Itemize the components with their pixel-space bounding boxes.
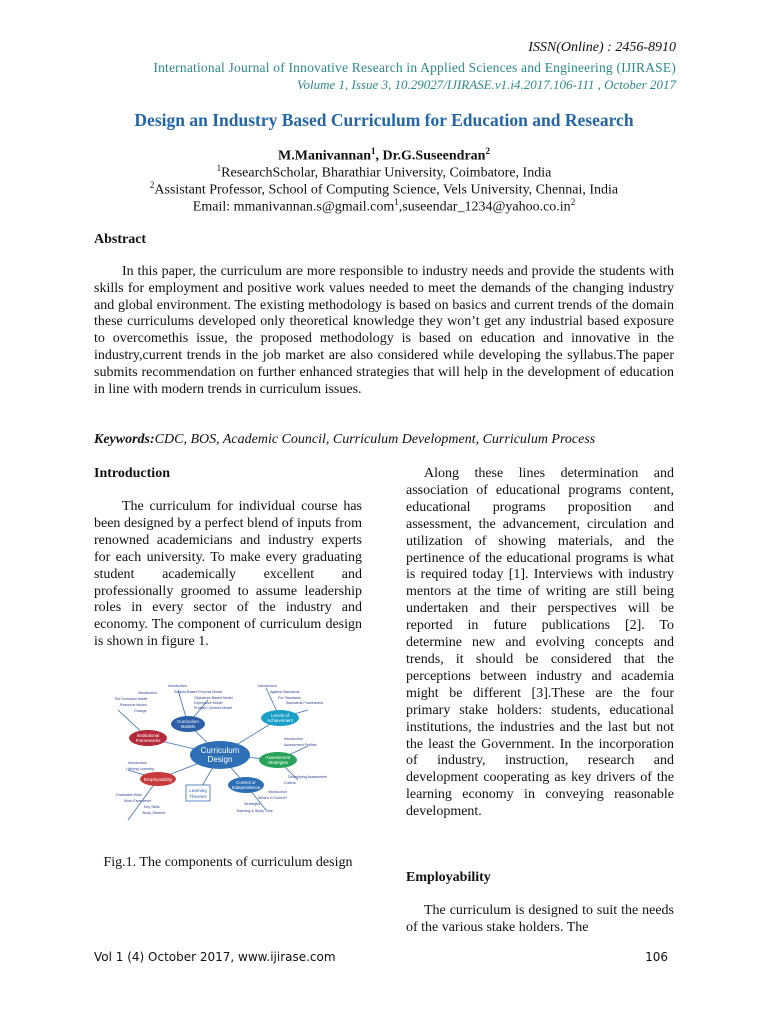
email-2: ,suseendar_1234@yahoo.co.in	[398, 199, 571, 215]
email-1: Email: mmanivannan.s@gmail.com	[192, 199, 395, 215]
footer-volume: Vol 1 (4) October 2017, www.ijirase.com	[94, 950, 336, 964]
assess-sub-d: Criteria	[284, 781, 296, 785]
keywords	[94, 432, 595, 448]
figure-caption: Fig.1. The components of curriculum design	[103, 855, 353, 870]
center-label-2: Design	[207, 755, 233, 764]
levels-sub-a: Introduction	[258, 684, 277, 688]
affiliation-2	[0, 180, 768, 199]
inst-label-1: Institutional	[136, 733, 160, 738]
models-label-1: Curriculum	[177, 719, 199, 724]
models-sub-c: Objectives Based Model	[194, 696, 233, 700]
levels-label-2: Achievement	[266, 718, 294, 723]
learning-label-2: Theories	[189, 794, 207, 799]
abstract-heading: Abstract	[94, 232, 147, 247]
inst-sub-d: Change	[134, 709, 147, 713]
keywords-text: CDC, BOS, Academic Council, Curriculum Development, Curriculum Process	[154, 432, 596, 447]
inst-sub-c: Resource Issues	[120, 703, 147, 707]
control-label-1: Control or	[236, 780, 256, 785]
abstract-text: In this paper, the curriculum are more responsible to industry needs and provide the students with skills for employment and positive work values needed to meet the demands of the changing industry and global environment. The existing methodology is based on basics and current trends of the domain these curriculums developed only theoretical knowledge they won’t get any industrial based exposure to overcomethis issue, the proposed methodology is based on education and innovative in the industry,current trends in the job market are also considered while developing the syllabus.The paper submits recommendation on further enhanced strategies that will help in the development of education in line with modern trends in curriculum issues.	[94, 264, 674, 397]
node-assessment-strategies	[259, 752, 297, 768]
keywords-label: Keywords:	[94, 432, 155, 447]
affiliation-1	[0, 163, 768, 182]
right-column-paragraph-2: The curriculum is designed to suit the needs of the various stake holders. The	[406, 903, 674, 935]
emp-sub-c: Graduates Work	[116, 793, 143, 797]
emp-sub-b: Lifelong Learning	[126, 767, 154, 771]
levels-sub-d: Standards Frameworks	[286, 701, 324, 705]
ctrl-sub-a: Introduction	[268, 790, 287, 794]
issn: ISSN(Online) : 2456-8910	[528, 40, 676, 55]
ctrl-sub-d: Teaching & Study Time	[236, 809, 273, 813]
assess-sub-a: Introduction	[284, 737, 303, 741]
models-sub-e: Problem-Centred Model	[194, 706, 233, 710]
node-control-independence	[228, 777, 264, 793]
emp-sub-d: Work Experience	[124, 799, 152, 803]
assess-label-1: Assessment	[265, 755, 291, 760]
author-1-sup: 1	[371, 146, 376, 156]
author-2: Dr.G.Suseendran	[382, 148, 486, 164]
node-curriculum-models	[171, 716, 205, 732]
authors	[0, 146, 768, 165]
node-institutional-frameworks	[129, 730, 167, 746]
ctrl-sub-b: What's in Control?	[258, 796, 288, 800]
aff-1-text: ResearchScholar, Bharathiar University, Coimbatore, India	[221, 165, 552, 181]
emp-sub-e: Key Skills	[144, 805, 160, 809]
curriculum-design-figure	[108, 680, 346, 826]
page-number: 106	[645, 950, 668, 964]
levels-sub-b: Against Standards	[270, 690, 300, 694]
assess-sub-b: Assessment Profiles	[284, 743, 317, 747]
inst-sub-a: Introduction	[138, 691, 157, 695]
employability-heading: Employability	[406, 870, 491, 885]
emp-sub-a: Introduction	[128, 761, 147, 765]
author-separator: ,	[375, 148, 383, 164]
models-label-2: Models	[180, 724, 196, 729]
email-sup-1: 1	[394, 197, 399, 207]
email-line	[0, 197, 768, 216]
models-sub-b: Subject-Based Process Model	[174, 690, 223, 694]
aff-2-sup: 2	[149, 180, 155, 190]
levels-label-1: Levels of	[270, 713, 290, 718]
figure-center-node	[190, 741, 250, 769]
emp-sub-f: Study Scheme	[142, 811, 166, 815]
learning-label-1: Learning	[189, 788, 207, 793]
assess-label-2: Strategies	[267, 760, 289, 765]
models-sub-d: Expressive Model	[194, 701, 223, 705]
introduction-heading: Introduction	[94, 466, 170, 481]
inst-sub-b: The Dominant Model	[114, 697, 148, 701]
journal-name: International Journal of Innovative Research in Applied Sciences and Engineering (IJIRASE)	[153, 60, 676, 75]
employability-label: Employability	[143, 778, 173, 783]
ctrl-sub-c: Strategies	[244, 802, 261, 806]
introduction-text: The curriculum for individual course has been designed by a perfect blend of inputs from renowned academicians and industry experts for each university. To make every graduating student academically excellent and professionally groomed to assume leadership roles in every sector of the industry and economy. The component of curriculum design is shown in figure 1.	[94, 499, 362, 650]
volume-info: Volume 1, Issue 3, 10.29027/IJIRASE.v1.i4.2017.106-111 , October 2017	[297, 77, 676, 92]
assess-sub-c: Diversifying Assessment	[288, 775, 327, 779]
node-employability	[140, 772, 176, 786]
aff-1-sup: 1	[216, 163, 222, 173]
right-column-paragraph-1: Along these lines determination and association of educational programs content, educational programs proposition and assessment, the advancement, circulation and utilization of showing materials, and the pertinence of the educational programs is what is required today [1]. Interviews with industry mentors at the time of writing are still being undertaken and their perspectives will be reported in future publications [2]. To determine new and evolving concepts and trends, it should be considered that the perceptions between industry and academia might be different [3].These are the four primary stake holders: students, educational institutions, the industries and the last but not the least the Government. In the incorporation of industry, instruction, research and development cooperating as key drivers of the learning economy in conveying reasonable development.	[406, 466, 674, 820]
inst-label-2: Frameworks	[135, 738, 161, 743]
email-sup-2: 2	[570, 197, 576, 207]
center-label-1: Curriculum	[200, 746, 240, 755]
levels-sub-c: For Standards	[278, 696, 301, 700]
node-learning-theories	[186, 785, 210, 801]
control-label-2: Independence	[231, 785, 261, 790]
node-levels-of-achievement	[261, 710, 299, 726]
author-1: M.Manivannan	[278, 148, 371, 164]
aff-2-text: Assistant Professor, School of Computing Science, Vels University, Chennai, India	[154, 182, 619, 198]
models-sub-a: Introduction	[168, 684, 187, 688]
paper-title: Design an Industry Based Curriculum for Education and Research	[134, 110, 634, 130]
author-2-sup: 2	[485, 146, 490, 156]
